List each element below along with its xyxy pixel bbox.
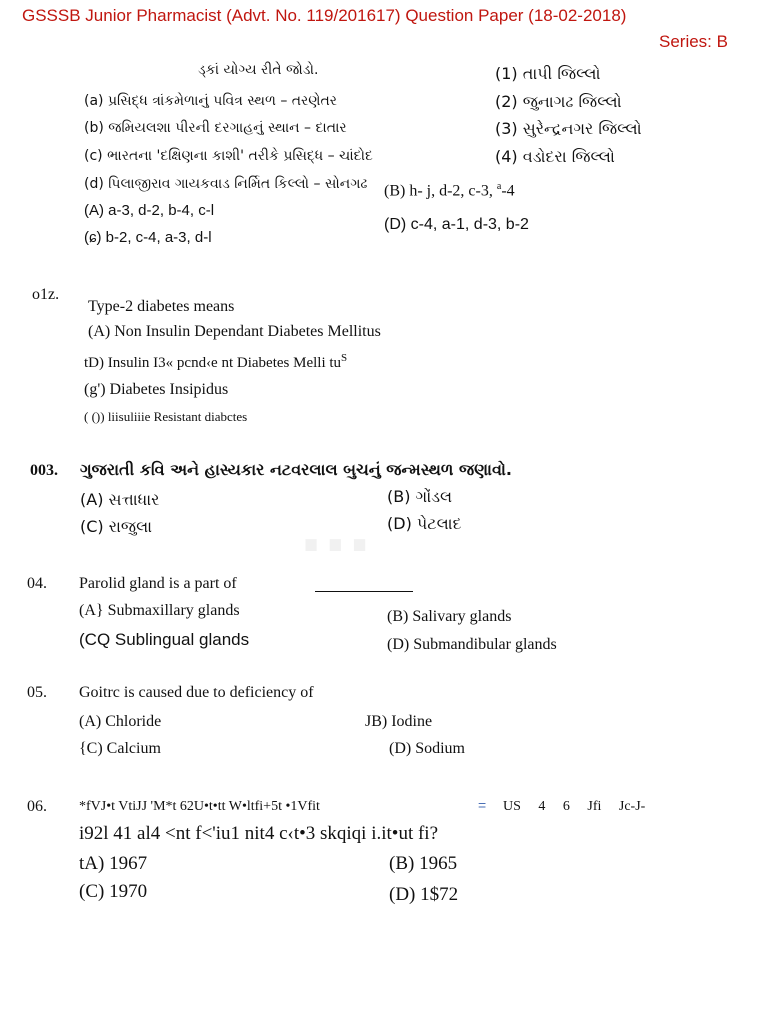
q3-option-d: (D) પેટલાદ (387, 514, 462, 533)
q1-left-b: (b) જમિયલશા પીરની દરગાહનું સ્થાન – દાતાર (84, 120, 347, 136)
q3-option-c: (C) રાજુલા (80, 517, 153, 536)
q5-option-b: JB) Iodine (365, 713, 433, 730)
q4-option-d: (D) Submandibular glands (387, 636, 557, 653)
q3-option-b: (B) ગોંડલ (387, 487, 453, 506)
q6-line2: i92l 41 al4 <nt f<'iu1 nit4 c‹t•3 skqiqi i.it•ut fi? (79, 823, 439, 844)
q1-right-4: (4) વડોદરા જિલ્લો (495, 147, 615, 166)
q1-left-d: (d) પિલાજીરાવ ગાયકવાડ નિર્મિત કિલ્લો – સોનગઢ (84, 176, 368, 192)
q1-option-c: (ɕ) b-2, c-4, a-3, d-l (84, 229, 212, 246)
q2-option-d: ( ()) liisuliiie Resistant diabctes (84, 409, 248, 424)
q6-line1-tail: US 4 6 Jfi Jc-J- (503, 799, 646, 814)
q6-option-c: (C) 1970 (79, 881, 148, 902)
q3-number: 003. (30, 462, 58, 479)
q5-option-a: (A) Chloride (79, 713, 162, 730)
q2-option-b: tD) Insulin I3« pcnd‹e nt Diabetes Melli $tu^S$ (84, 352, 348, 371)
q6-line1-equals: = (478, 797, 487, 813)
q6-line1: *fVJ•t VtiJJ 'M*t 62U•t•tt W•ltfi+5t •1Vfit (79, 799, 320, 814)
q4-answer-blank (315, 591, 413, 592)
q5-question: Goitrc is caused due to deficiency of (79, 684, 314, 701)
q4-option-c: (CQ Sublingual glands (79, 630, 250, 649)
q4-number: 04. (27, 575, 47, 592)
q6-option-d: (D) 1$72 (389, 884, 459, 905)
q1-right-1: (1) તાપી જિલ્લો (495, 64, 601, 83)
paper-title: GSSSB Junior Pharmacist (Advt. No. 119/201617) Question Paper (18-02-2018) (22, 6, 627, 25)
series-label: Series: B (659, 32, 728, 51)
q1-left-a: (a) પ્રસિદ્ધ ત્રાંકમેળાનું પવિત્ર સ્થળ – તરણેતર (84, 93, 338, 109)
q6-option-a: tA) 1967 (79, 853, 148, 874)
q2-option-c: (g') Diabetes Insipidus (84, 381, 229, 398)
q4-option-a: (A} Submaxillary glands (79, 602, 240, 619)
q1-right-3: (3) સુરેન્દ્રનગર જિલ્લો (495, 119, 642, 138)
q4-option-b: (B) Salivary glands (387, 608, 512, 625)
q4-question: Parolid gland is a part of (79, 575, 237, 592)
q2-option-a: (A) Non Insulin Dependant Diabetes Mellitus (88, 323, 381, 340)
watermark: ... (300, 479, 373, 568)
q2-number: o1z. (32, 286, 60, 303)
q5-number: 05. (27, 684, 47, 701)
q5-option-d: (D) Sodium (389, 740, 465, 757)
q5-option-c: {C) Calcium (79, 740, 161, 757)
q1-option-d: (D) c-4, a-1, d-3, b-2 (384, 216, 529, 233)
q1-instruction: ડ્કાં યોગ્ય રીતે જોડો. (198, 62, 319, 78)
q1-right-2: (2) જુનાગઢ જિલ્લો (495, 92, 622, 111)
q6-option-b: (B) 1965 (389, 853, 458, 874)
q3-option-a: (A) સત્તાધાર (80, 490, 160, 509)
q3-question: ગુજરાતી કવિ અને હાસ્યકાર નટવરલાલ બુચનું જન્મસ્થળ જણાવો. (80, 460, 512, 479)
q1-option-b: (B) h- j, d-2, c-3, $^a$-4 (384, 181, 515, 200)
q2-question: Type-2 diabetes means (88, 298, 235, 315)
q6-number: 06. (27, 798, 47, 815)
q1-left-c: (c) ભારતના 'દક્ષિણના કાશી' તરીકે પ્રસિદ્ધ – ચાંદોદ (84, 148, 373, 164)
q1-option-a: (A) a-3, d-2, b-4, c-l (84, 202, 215, 219)
